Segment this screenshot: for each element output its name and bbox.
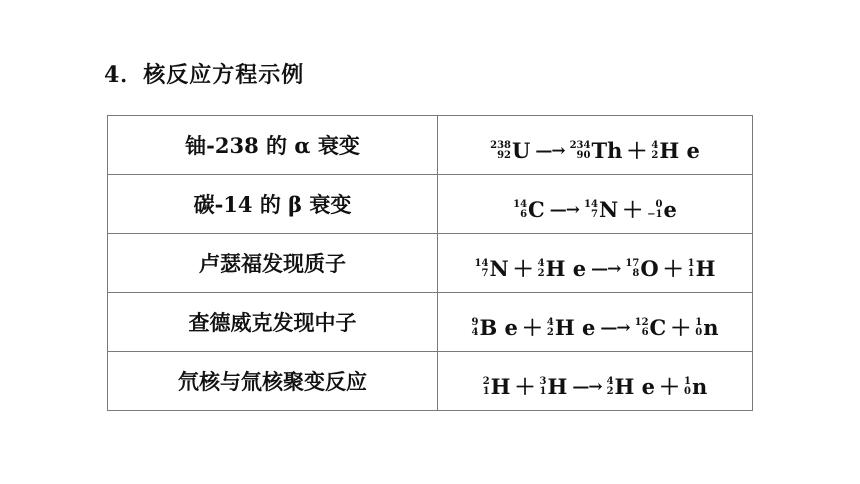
atomic-number: 1 — [539, 385, 547, 397]
element-symbol: H e — [554, 314, 596, 340]
reaction-name: 查德威克发现中子 — [108, 293, 438, 352]
nuclide — [607, 375, 655, 399]
mass-number: 1 — [684, 375, 692, 387]
plus-sign: ＋ — [670, 314, 692, 340]
atomic-number: 1 — [482, 385, 490, 397]
atomic-number: 2 — [546, 326, 554, 338]
atomic-number: 7 — [590, 208, 598, 220]
mass-number: 9 — [471, 316, 479, 328]
equation — [513, 198, 677, 222]
mass-number: 1 — [687, 257, 695, 269]
equation — [471, 316, 718, 340]
plus-sign: ＋ — [659, 373, 681, 399]
atomic-number: 0 — [695, 326, 703, 338]
nuclear-reaction-table — [107, 115, 753, 411]
reaction-name: 碳-14 的 β 衰变 — [108, 175, 438, 234]
reaction-name: 铀-238 的 α 衰变 — [108, 116, 438, 175]
table-row — [108, 293, 753, 352]
element-symbol: H — [695, 255, 716, 281]
element-symbol: Th — [591, 137, 623, 163]
mass-number: 12 — [634, 316, 649, 328]
nuclide — [475, 257, 509, 281]
section-heading: 4．核反应方程示例 — [104, 62, 305, 88]
equation — [483, 375, 708, 399]
reaction-equation — [438, 352, 753, 411]
nuclide — [688, 257, 716, 281]
reaction-equation — [438, 175, 753, 234]
atomic-number: 92 — [497, 149, 512, 161]
element-symbol: n — [692, 373, 708, 399]
table-row — [108, 352, 753, 411]
reaction-arrow: —→ — [549, 199, 580, 220]
table-row — [108, 234, 753, 293]
mass-number: 4 — [546, 316, 554, 328]
nuclide — [570, 139, 623, 163]
reaction-equation — [438, 293, 753, 352]
plus-sign: ＋ — [514, 373, 536, 399]
element-symbol: H e — [614, 373, 656, 399]
reaction-equation — [438, 234, 753, 293]
element-symbol: C — [649, 314, 667, 340]
nuclide — [695, 316, 718, 340]
equation — [475, 257, 716, 281]
element-symbol: N — [598, 196, 619, 222]
element-symbol: N — [489, 255, 509, 281]
nuclide — [684, 375, 707, 399]
nuclide — [625, 257, 658, 281]
mass-number: 2 — [482, 375, 490, 387]
element-symbol: B e — [479, 314, 518, 340]
plus-sign: ＋ — [626, 137, 648, 163]
atomic-number: 6 — [641, 326, 649, 338]
reaction-arrow: —→ — [591, 258, 621, 279]
element-symbol: H e — [659, 137, 700, 163]
table-row — [108, 175, 753, 234]
nuclide — [651, 139, 699, 163]
element-symbol: H e — [545, 255, 587, 281]
element-symbol: e — [663, 196, 677, 222]
mass-number: 234 — [569, 139, 591, 151]
atomic-number: 0 — [684, 385, 692, 397]
mass-number: 4 — [606, 375, 614, 387]
mass-number: 0 — [655, 198, 663, 210]
plus-sign: ＋ — [622, 196, 644, 222]
nuclide — [547, 316, 595, 340]
element-symbol: O — [640, 255, 659, 281]
nuclide — [635, 316, 667, 340]
atomic-number: 7 — [481, 267, 489, 279]
atomic-number: 8 — [632, 267, 640, 279]
atomic-number: 2 — [606, 385, 614, 397]
element-symbol: H — [547, 373, 568, 399]
mass-number: 14 — [474, 257, 489, 269]
reaction-equation — [438, 116, 753, 175]
reaction-name: 卢瑟福发现质子 — [108, 234, 438, 293]
element-symbol: U — [512, 137, 531, 163]
table-row — [108, 116, 753, 175]
nuclide — [538, 257, 586, 281]
element-symbol: C — [528, 196, 545, 222]
mass-number: 14 — [513, 198, 528, 210]
mass-number: 4 — [537, 257, 545, 269]
atomic-number: 90 — [576, 149, 591, 161]
plus-sign: ＋ — [512, 255, 534, 281]
nuclide — [540, 375, 568, 399]
nuclide — [647, 198, 677, 222]
nuclide — [584, 198, 618, 222]
nuclide — [513, 198, 545, 222]
nuclide — [483, 375, 511, 399]
mass-number: 17 — [625, 257, 640, 269]
plus-sign: ＋ — [662, 255, 684, 281]
element-symbol: H — [490, 373, 511, 399]
atomic-number: 4 — [471, 326, 479, 338]
reaction-arrow: —→ — [535, 140, 565, 161]
atomic-number: −1 — [647, 208, 663, 220]
element-symbol: n — [703, 314, 719, 340]
reaction-name: 氘核与氚核聚变反应 — [108, 352, 438, 411]
atomic-number: 6 — [520, 208, 528, 220]
reaction-arrow: —→ — [572, 376, 602, 397]
mass-number: 4 — [651, 139, 659, 151]
mass-number: 238 — [490, 139, 512, 151]
atomic-number: 2 — [651, 149, 659, 161]
reaction-arrow: —→ — [600, 317, 630, 338]
nuclide — [471, 316, 517, 340]
mass-number: 1 — [695, 316, 703, 328]
nuclide — [490, 139, 530, 163]
equation — [490, 139, 700, 163]
mass-number: 14 — [584, 198, 598, 210]
mass-number: 3 — [539, 375, 547, 387]
atomic-number: 1 — [687, 267, 695, 279]
atomic-number: 2 — [537, 267, 545, 279]
plus-sign: ＋ — [521, 314, 543, 340]
